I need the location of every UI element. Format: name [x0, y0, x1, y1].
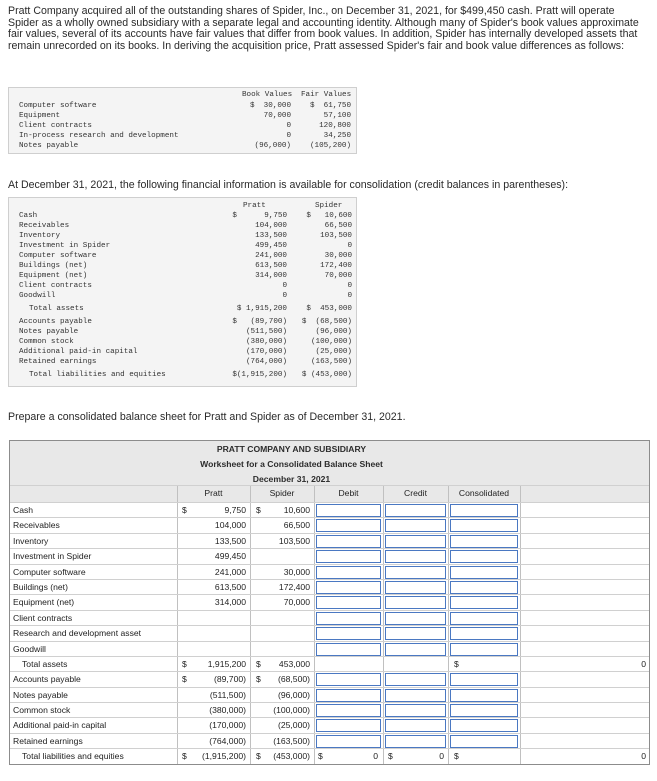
worksheet-pratt-value: 499,450 [214, 551, 246, 562]
debit-input[interactable] [316, 735, 381, 748]
fin-header-pratt: Pratt [243, 202, 266, 210]
debit-input[interactable] [316, 550, 381, 563]
fin-row-pratt: (380,000) [245, 338, 287, 346]
fv-row-book: 0 [286, 132, 291, 140]
worksheet-row [10, 748, 649, 763]
pratt-dollar-sign: $ [182, 751, 187, 762]
consolidated-input[interactable] [450, 504, 518, 517]
fin-row-pratt: 104,000 [255, 222, 287, 230]
worksheet-row-label: Total liabilities and equities [22, 751, 124, 762]
worksheet-row-label: Cash [13, 505, 34, 515]
worksheet-spider-value: (100,000) [273, 705, 310, 716]
worksheet-pratt-value: 1,915,200 [207, 658, 246, 669]
fin-row-spider: (96,000) [315, 328, 352, 336]
worksheet-row [10, 702, 649, 717]
financial-info-table [8, 197, 357, 387]
worksheet-spider-value: 453,000 [278, 658, 310, 669]
debit-input[interactable] [316, 535, 381, 548]
fin-row-label: Goodwill [19, 292, 56, 300]
worksheet-row [10, 594, 649, 609]
fv-row-fair: (105,200) [309, 142, 351, 150]
fin-row-pratt: (511,500) [245, 328, 287, 336]
worksheet-company: PRATT COMPANY AND SUBSIDIARY [216, 444, 367, 454]
spider-dollar-sign: $ [256, 674, 261, 685]
worksheet-spider-value [264, 626, 310, 640]
fv-row-fair: $ 61,750 [309, 102, 351, 110]
fin-row-spider: (100,000) [310, 338, 352, 346]
fin-row-spider: 0 [347, 282, 352, 290]
worksheet-column-headers [10, 485, 649, 502]
col-header-credit: Credit [404, 488, 427, 498]
fv-row-label: Equipment [19, 112, 61, 120]
fin-row-spider: 70,000 [324, 272, 352, 280]
fin-row-pratt: 133,500 [255, 232, 287, 240]
worksheet-row [10, 548, 649, 563]
fv-row-book: 0 [286, 122, 291, 130]
worksheet-spider-value [264, 549, 310, 563]
consolidated-input[interactable] [450, 581, 518, 594]
worksheet-spider-value [264, 642, 310, 656]
fin-row-spider: 172,400 [320, 262, 352, 270]
worksheet-spider-value [264, 611, 310, 625]
fin-row-label: Equipment (net) [19, 272, 88, 280]
credit-input[interactable] [385, 596, 446, 609]
worksheet-date: December 31, 2021 [252, 474, 331, 484]
debit-input[interactable] [316, 504, 381, 517]
fin-row-label: Computer software [19, 252, 97, 260]
worksheet-pratt-value: (1,915,200) [202, 751, 246, 762]
worksheet-row-label: Notes payable [13, 689, 68, 700]
col-header-debit: Debit [338, 488, 359, 498]
fin-row-pratt: 499,450 [255, 242, 287, 250]
fin-row-spider: $ (453,000) [301, 371, 352, 379]
fin-row-pratt: (764,000) [245, 358, 287, 366]
fin-row-label: Common stock [19, 338, 74, 346]
worksheet-row [10, 610, 649, 625]
worksheet-row-label: Investment in Spider [13, 551, 92, 562]
worksheet-row [10, 717, 649, 732]
fin-row-label: Retained earnings [19, 358, 97, 366]
pratt-dollar-sign: $ [182, 505, 187, 515]
fv-row-fair: 120,800 [319, 122, 351, 130]
credit-total-value: 0 [439, 751, 444, 762]
debit-input[interactable] [316, 689, 381, 702]
fin-row-label: Notes payable [19, 328, 79, 336]
debit-input[interactable] [316, 519, 381, 532]
worksheet-row-label: Buildings (net) [13, 581, 68, 592]
fv-row-label: Client contracts [19, 122, 92, 130]
worksheet-spider-value: 70,000 [283, 597, 310, 608]
fin-row-label: Buildings (net) [19, 262, 88, 270]
worksheet-spider-value: (96,000) [277, 689, 310, 700]
worksheet-pratt-value [190, 642, 246, 656]
credit-input[interactable] [385, 550, 446, 563]
worksheet-spider-value: (163,500) [273, 735, 310, 746]
consolidated-input[interactable] [450, 643, 518, 656]
worksheet-row-label: Goodwill [13, 643, 46, 654]
debit-input[interactable] [316, 704, 381, 717]
worksheet-row-label: Research and development asset [13, 628, 142, 639]
worksheet-pratt-value: 241,000 [214, 566, 246, 577]
worksheet-spider-value: 10,600 [283, 505, 310, 515]
debit-input[interactable] [316, 566, 381, 579]
worksheet-spider-value: 103,500 [278, 535, 310, 546]
credit-input[interactable] [385, 581, 446, 594]
worksheet-spider-value: 172,400 [278, 581, 310, 592]
debit-input[interactable] [316, 612, 381, 625]
worksheet-row [10, 641, 649, 656]
debit-input[interactable] [316, 581, 381, 594]
fin-row-spider: 30,000 [324, 252, 352, 260]
fair-value-table [8, 87, 357, 154]
fv-row-book: (96,000) [254, 142, 291, 150]
worksheet-pratt-value: (380,000) [209, 705, 246, 716]
worksheet-row [10, 625, 649, 640]
worksheet-pratt-value: 104,000 [214, 520, 246, 531]
fv-header-book: Book Values [242, 91, 293, 99]
fin-row-spider: $ (68,500) [301, 318, 352, 326]
worksheet-row-label: Inventory [13, 535, 49, 546]
problem-intro: Pratt Company acquired all of the outstanding shares of Spider, Inc., on December 31, 2021, for $499,450 cash. Pratt will operate Spider as a wholly owned subsidiary with a separate legal and accounting identity. Although many of Spider's book values approximate fair values, several of its accounts have fair values that differ from book values. In addition, Spider has internally developed assets that remain unrecorded on its books. In deriving the acquisition price, Pratt assessed Spider's fair and book value differences as follows: [8, 5, 639, 52]
fin-row-spider: 66,500 [324, 222, 352, 230]
spider-dollar-sign: $ [256, 658, 261, 669]
fin-row-pratt: $ (89,700) [232, 318, 287, 326]
worksheet-pratt-value: (89,700) [213, 674, 246, 685]
worksheet-row-label: Receivables [13, 520, 60, 531]
fv-row-book: $ 30,000 [249, 102, 291, 110]
fin-row-pratt: $ 9,750 [232, 212, 287, 220]
consolidated-dollar-sign: $ [454, 751, 459, 762]
consolidation-worksheet [9, 440, 650, 765]
credit-input[interactable] [385, 535, 446, 548]
consolidated-input[interactable] [450, 519, 518, 532]
fin-row-spider: $ 453,000 [306, 305, 352, 313]
credit-input[interactable] [385, 519, 446, 532]
worksheet-row-label: Total assets [22, 658, 68, 669]
worksheet-row-label: Accounts payable [13, 674, 81, 685]
worksheet-row [10, 579, 649, 594]
fin-header-spider: Spider [315, 202, 343, 210]
fin-row-spider: (163,500) [310, 358, 352, 366]
consolidated-input[interactable] [450, 627, 518, 640]
worksheet-row-label: Client contracts [13, 612, 73, 623]
worksheet-pratt-value: (511,500) [209, 689, 246, 700]
fin-row-label: Inventory [19, 232, 61, 240]
debit-input[interactable] [316, 719, 381, 732]
worksheet-row-label: Retained earnings [13, 735, 83, 746]
worksheet-row [10, 533, 649, 548]
worksheet-header [10, 441, 649, 485]
worksheet-pratt-value: (170,000) [209, 720, 246, 731]
fv-row-book: 70,000 [263, 112, 291, 120]
fin-row-spider: 0 [347, 242, 352, 250]
credit-input[interactable] [385, 735, 446, 748]
fv-row-label: Computer software [19, 102, 97, 110]
fin-row-pratt: 613,500 [255, 262, 287, 270]
spider-dollar-sign: $ [256, 751, 261, 762]
worksheet-pratt-value [190, 626, 246, 640]
consolidated-input[interactable] [450, 535, 518, 548]
worksheet-row [10, 564, 649, 579]
credit-dollar-sign: $ [388, 751, 393, 762]
consolidated-input[interactable] [450, 719, 518, 732]
fin-row-label: Client contracts [19, 282, 92, 290]
fin-row-pratt: 241,000 [255, 252, 287, 260]
worksheet-pratt-value: (764,000) [209, 735, 246, 746]
fin-row-spider: 103,500 [320, 232, 352, 240]
consolidated-input[interactable] [450, 735, 518, 748]
debit-input[interactable] [316, 596, 381, 609]
worksheet-row [10, 502, 649, 517]
fv-header-fair: Fair Values [301, 91, 352, 99]
debit-input[interactable] [316, 673, 381, 686]
worksheet-row [10, 656, 649, 671]
worksheet-spider-value: 66,500 [283, 520, 310, 531]
consolidated-total-value: 0 [641, 751, 646, 762]
fin-row-spider: (25,000) [315, 348, 352, 356]
worksheet-title: Worksheet for a Consolidated Balance Sheet [200, 459, 383, 469]
fin-row-label: Total assets [29, 305, 84, 313]
fv-row-fair: 57,100 [323, 112, 351, 120]
debit-total-value: 0 [373, 751, 378, 762]
worksheet-pratt-value: 314,000 [214, 597, 246, 608]
fin-row-pratt: $(1,915,200) [232, 371, 287, 379]
worksheet-spider-value: 30,000 [283, 566, 310, 577]
fv-row-fair: 34,250 [323, 132, 351, 140]
fin-row-label: Additional paid-in capital [19, 348, 138, 356]
consolidated-input[interactable] [450, 704, 518, 717]
worksheet-pratt-value: 133,500 [214, 535, 246, 546]
worksheet-row [10, 671, 649, 686]
fin-row-spider: $ 10,600 [306, 212, 352, 220]
col-header-pratt: Pratt [204, 488, 223, 498]
worksheet-spider-value: (453,000) [273, 751, 310, 762]
credit-input[interactable] [385, 566, 446, 579]
pratt-dollar-sign: $ [182, 658, 187, 669]
fin-row-label: Accounts payable [19, 318, 92, 326]
consolidation-text: At December 31, 2021, the following financial information is available for consolidation (credit balances in parentheses): [8, 179, 569, 191]
col-header-consolidated: Consolidated [458, 488, 510, 498]
fin-row-pratt: (170,000) [245, 348, 287, 356]
fin-row-pratt: 314,000 [255, 272, 287, 280]
credit-input[interactable] [385, 643, 446, 656]
credit-input[interactable] [385, 704, 446, 717]
worksheet-row-label: Common stock [13, 705, 71, 716]
fin-row-pratt: 0 [282, 282, 287, 290]
fin-row-label: Total liabilities and equities [29, 371, 166, 379]
fin-row-label: Cash [19, 212, 38, 220]
worksheet-pratt-value: 613,500 [214, 581, 246, 592]
credit-input[interactable] [385, 612, 446, 625]
prepare-instruction: Prepare a consolidated balance sheet for Pratt and Spider as of December 31, 2021. [8, 411, 406, 423]
worksheet-row [10, 517, 649, 532]
consolidated-input[interactable] [450, 550, 518, 563]
fin-row-label: Investment in Spider [19, 242, 111, 250]
consolidated-input[interactable] [450, 673, 518, 686]
consolidated-input[interactable] [450, 689, 518, 702]
debit-input[interactable] [316, 627, 381, 640]
fv-row-label: Notes payable [19, 142, 79, 150]
pratt-dollar-sign: $ [182, 674, 187, 685]
worksheet-row [10, 733, 649, 748]
credit-input[interactable] [385, 719, 446, 732]
consolidated-input[interactable] [450, 596, 518, 609]
fv-row-label: In-process research and development [19, 132, 179, 140]
consolidated-dollar-sign: $ [454, 658, 459, 669]
worksheet-spider-value: (25,000) [277, 720, 310, 731]
worksheet-row-label: Equipment (net) [13, 597, 75, 608]
worksheet-row-label: Additional paid-in capital [13, 720, 107, 731]
consolidated-input[interactable] [450, 612, 518, 625]
credit-input[interactable] [385, 504, 446, 517]
credit-input[interactable] [385, 689, 446, 702]
worksheet-row [10, 687, 649, 702]
worksheet-spider-value: (68,500) [277, 674, 310, 685]
fin-row-pratt: $ 1,915,200 [236, 305, 287, 313]
fin-row-spider: 0 [347, 292, 352, 300]
fin-row-pratt: 0 [282, 292, 287, 300]
fin-row-label: Receivables [19, 222, 70, 230]
credit-input[interactable] [385, 627, 446, 640]
worksheet-pratt-value: 9,750 [224, 505, 246, 515]
spider-dollar-sign: $ [256, 505, 261, 515]
credit-input[interactable] [385, 673, 446, 686]
debit-input[interactable] [316, 643, 381, 656]
consolidated-total-value: 0 [641, 658, 646, 669]
col-header-spider: Spider [269, 488, 295, 498]
debit-dollar-sign: $ [318, 751, 323, 762]
worksheet-pratt-value [190, 611, 246, 625]
worksheet-row-label: Computer software [13, 566, 86, 577]
consolidated-input[interactable] [450, 566, 518, 579]
